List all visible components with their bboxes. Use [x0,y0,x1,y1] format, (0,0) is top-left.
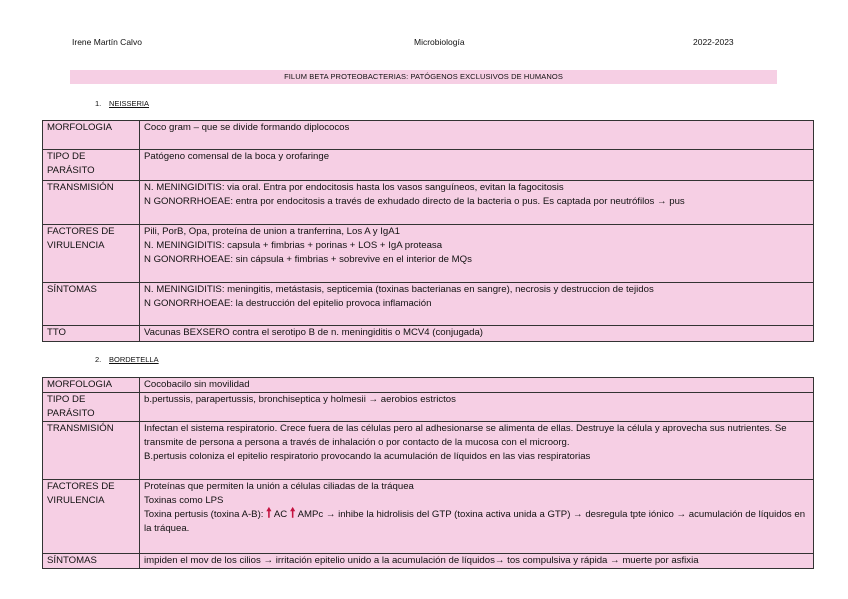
row-value: Vacunas BEXSERO contra el serotipo B de n. meningiditis o MCV4 (conjugada) [140,326,814,342]
row-value: Infectan el sistema respiratorio. Crece fuera de las células pero al adhesionarse se alimenta de ellas. Destruye la célula y aprovecha sus nutrientes. Se transmite de persona a persona a través de inhalación o por contacto de la mucosa con el microorg. B.pertusis coloniza el epitelio respiratorio provocando la acumulación de líquidos en las vias respiratorias [140,422,814,480]
document-title: FILUM BETA PROTEOBACTERIAS: PATÓGENOS EXCLUSIVOS DE HUMANOS [70,70,777,84]
bordetella-table [42,377,814,569]
author: Irene Martín Calvo [72,37,142,47]
row-label: MORFOLOGIA [43,121,140,150]
table-row [43,121,814,150]
arrow-up-icon: 🠕 [289,505,296,520]
row-value: Proteínas que permiten la unión a células ciliadas de la tráquea Toxinas como LPS Toxina pertusis (toxina A-B): 🠕 AC 🠕 AMPc → inhibe la hidrolisis del GTP (toxina activa unida a GTP) → desregula tpte iónico → acumulación de líquidos en la tráquea. [140,480,814,554]
row-label: TIPO DE PARÁSITO [43,393,140,422]
neisseria-table [42,120,814,342]
section-heading-neisseria [95,99,149,108]
row-label: TRANSMISIÓN [43,422,140,480]
row-label: SÍNTOMAS [43,283,140,326]
table-row [43,283,814,326]
row-value: N. MENINGIDITIS: meningitis, metástasis, septicemia (toxinas bacterianas en sangre), necrosis y destruccion de tejidos N GONORRHOEAE: la destrucción del epitelio provoca inflamación [140,283,814,326]
table-row [43,225,814,283]
toxin-line: Toxina pertusis (toxina A-B): 🠕 AC 🠕 AMPc → inhibe la hidrolisis del GTP (toxina activa unida a GTP) → desregula tpte iónico → acumulación de líquidos en la tráquea. [144,505,806,534]
row-label: TRANSMISIÓN [43,181,140,225]
row-value: impiden el mov de los cilios → irritación epitelio unido a la acumulación de líquidos→ tos compulsiva y rápida → muerte por asfixia [140,554,814,569]
academic-year: 2022-2023 [693,37,734,47]
table-row [43,378,814,393]
section-number: 2. [95,355,102,364]
row-value: b.pertussis, parapertussis, bronchiseptica y holmesii → aerobios estrictos [140,393,814,422]
table-row [43,393,814,422]
table-row [43,150,814,181]
row-value: N. MENINGIDITIS: via oral. Entra por endocitosis hasta los vasos sanguíneos, evitan la fagocitosis N GONORRHOEAE: entra por endocitosis a través de exhudado directo de la bacteria o pus. Es captada por neutrófilos → pus [140,181,814,225]
row-label: TTO [43,326,140,342]
row-value: Patógeno comensal de la boca y orofaringe [140,150,814,181]
section-heading-bordetella [95,355,159,364]
section-name: BORDETELLA [109,355,159,364]
section-name: NEISSERIA [109,99,150,108]
row-value: Cocobacilo sin movilidad [140,378,814,393]
table-row [43,422,814,480]
subject: Microbiología [414,37,465,47]
row-label: MORFOLOGIA [43,378,140,393]
section-number: 1. [95,99,102,108]
row-label: FACTORES DE VIRULENCIA [43,225,140,283]
row-value: Pili, PorB, Opa, proteína de union a tranferrina, Los A y IgA1 N. MENINGIDITIS: capsula + fimbrias + porinas + LOS + IgA proteasa N GONORRHOEAE: sin cápsula + fimbrias + sobrevive en el interior de MQs [140,225,814,283]
table-row [43,326,814,342]
row-label: TIPO DE PARÁSITO [43,150,140,181]
row-value: Coco gram – que se divide formando diplococos [140,121,814,150]
arrow-up-icon: 🠕 [266,505,272,520]
table-row [43,554,814,569]
row-label: SÍNTOMAS [43,554,140,569]
table-row [43,480,814,554]
table-row [43,181,814,225]
row-label: FACTORES DE VIRULENCIA [43,480,140,554]
